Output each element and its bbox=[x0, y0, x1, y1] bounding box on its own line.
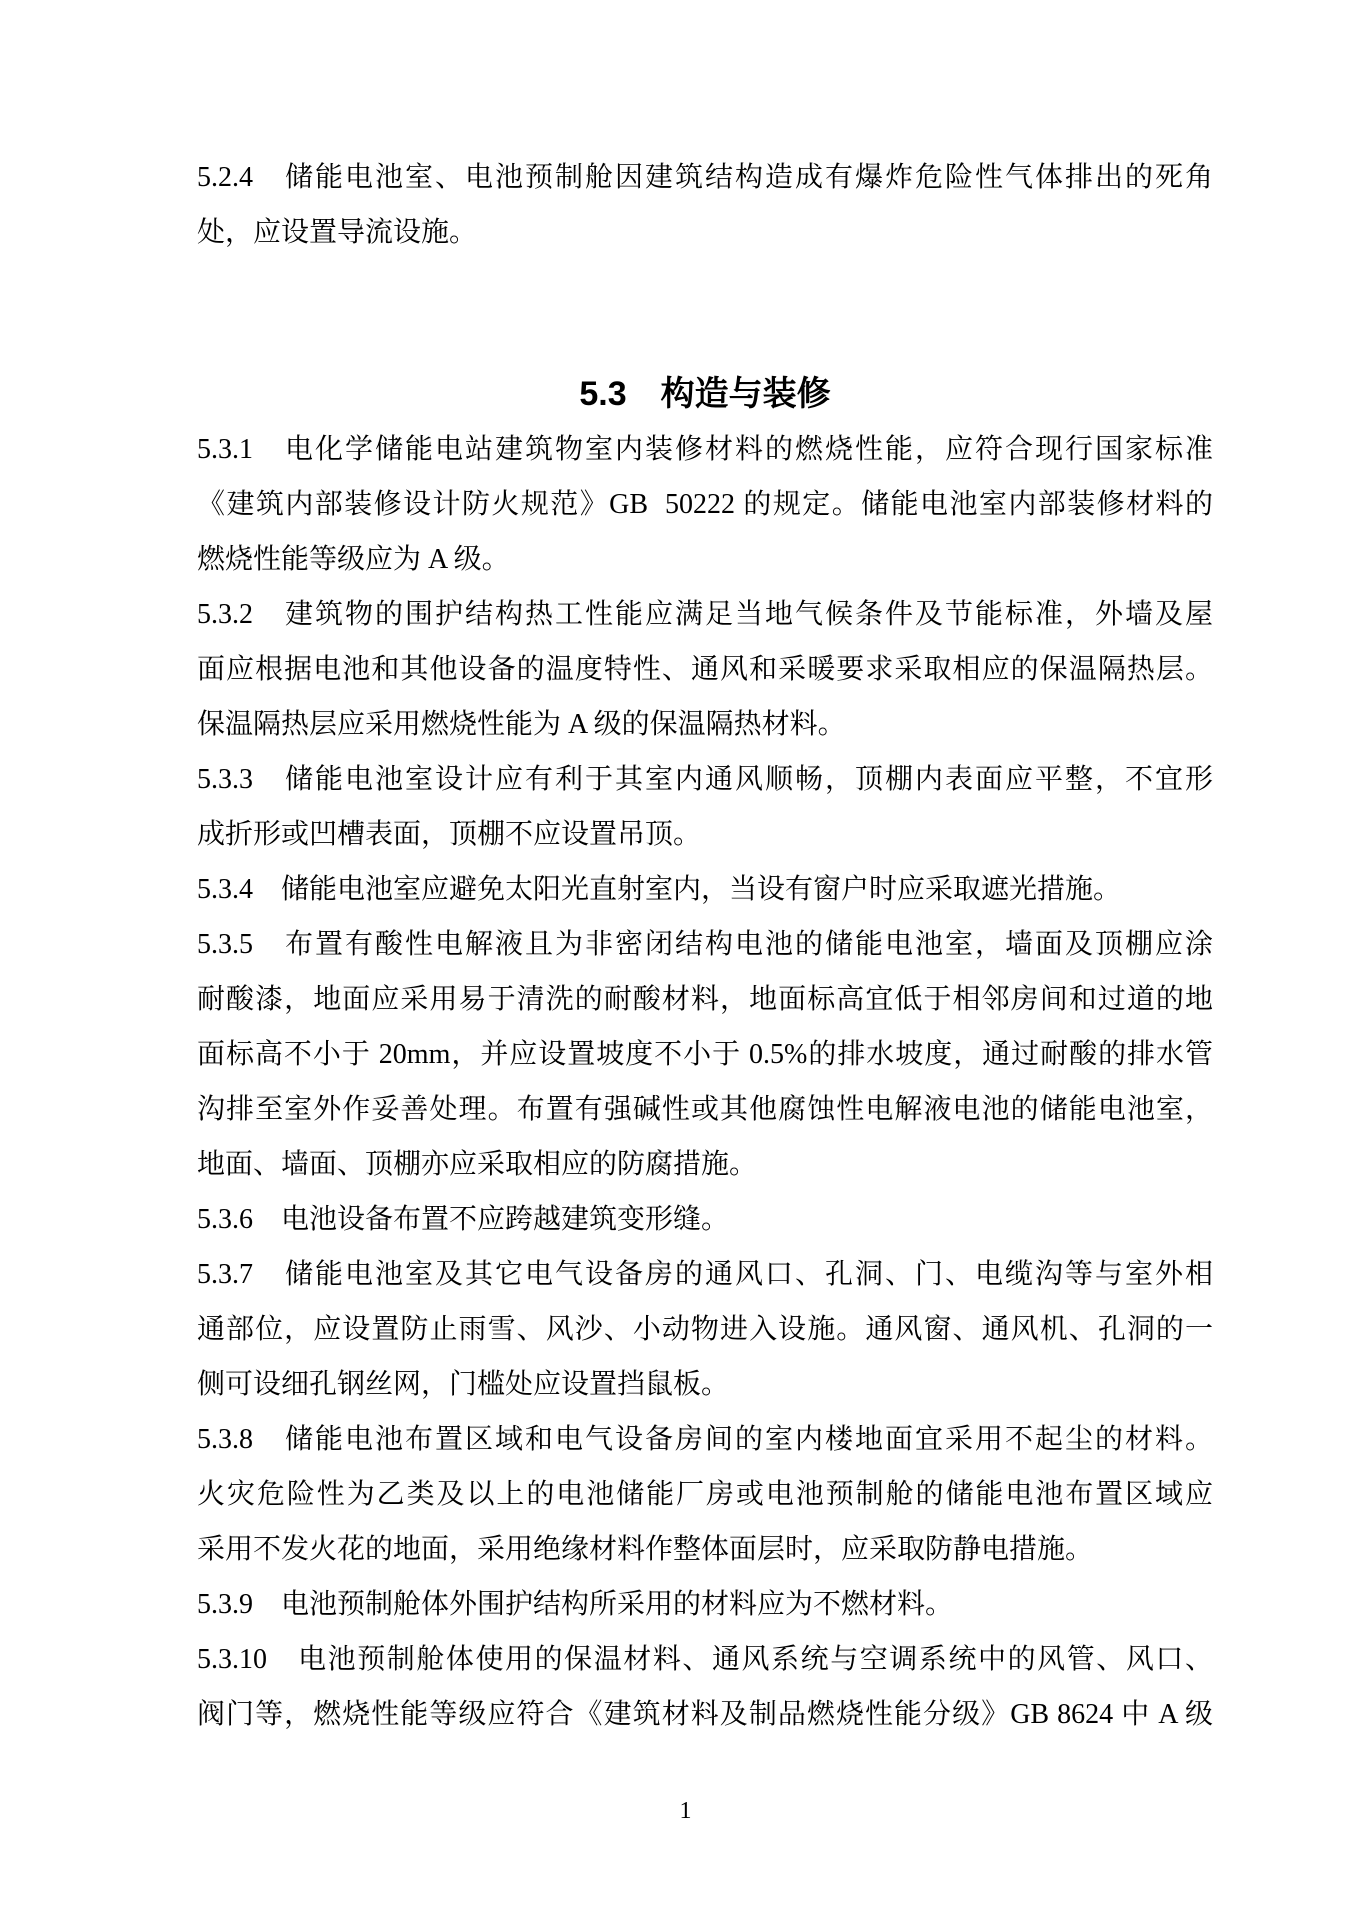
text-line: 阀门等，燃烧性能等级应符合《建筑材料及制品燃烧性能分级》GB 8624 中 A 级 bbox=[197, 1699, 1213, 1730]
text-line: 采用不发火花的地面，采用绝缘材料作整体面层时，应采取防静电措施。 bbox=[197, 1534, 1094, 1565]
text-line: 燃烧性能等级应为 A 级。 bbox=[197, 544, 510, 575]
text-line: 地面、墙面、顶棚亦应采取相应的防腐措施。 bbox=[197, 1149, 758, 1180]
text-line: 5.3.6 电池设备布置不应跨越建筑变形缝。 bbox=[197, 1204, 730, 1235]
clause-5-3-3 bbox=[197, 752, 1213, 862]
text-line: 5.3.9 电池预制舱体外围护结构所采用的材料应为不燃材料。 bbox=[197, 1589, 954, 1620]
text-line: 面标高不小于 20mm，并应设置坡度不小于 0.5%的排水坡度，通过耐酸的排水管 bbox=[197, 1039, 1213, 1070]
clause-5-3-8 bbox=[197, 1412, 1213, 1577]
text-line: 5.3.3 储能电池室设计应有利于其室内通风顺畅，顶棚内表面应平整，不宜形 bbox=[197, 764, 1213, 795]
text-line: 5.3.8 储能电池布置区域和电气设备房间的室内楼地面宜采用不起尘的材料。 bbox=[197, 1424, 1213, 1455]
document-body bbox=[197, 150, 1213, 1742]
text-line: 5.2.4 储能电池室、电池预制舱因建筑结构造成有爆炸危险性气体排出的死角 bbox=[197, 162, 1213, 193]
text-line: 5.3.1 电化学储能电站建筑物室内装修材料的燃烧性能，应符合现行国家标准 bbox=[197, 434, 1213, 465]
clause-5-3-1 bbox=[197, 422, 1213, 587]
clause-5-2-4 bbox=[197, 150, 1213, 260]
text-line: 通部位，应设置防止雨雪、风沙、小动物进入设施。通风窗、通风机、孔洞的一 bbox=[197, 1314, 1213, 1345]
text-line: 保温隔热层应采用燃烧性能为 A 级的保温隔热材料。 bbox=[197, 709, 846, 740]
text-line: 《建筑内部装修设计防火规范》GB 50222 的规定。储能电池室内部装修材料的 bbox=[197, 489, 1213, 520]
text-line: 侧可设细孔钢丝网，门槛处应设置挡鼠板。 bbox=[197, 1369, 730, 1400]
clause-5-3-10 bbox=[197, 1632, 1213, 1742]
text-line: 5.3.4 储能电池室应避免太阳光直射室内，当设有窗户时应采取遮光措施。 bbox=[197, 874, 1122, 905]
text-line: 5.3.2 建筑物的围护结构热工性能应满足当地气候条件及节能标准，外墙及屋 bbox=[197, 599, 1213, 630]
text-line: 5.3.7 储能电池室及其它电气设备房的通风口、孔洞、门、电缆沟等与室外相 bbox=[197, 1259, 1213, 1290]
text-line: 5.3.10 电池预制舱体使用的保温材料、通风系统与空调系统中的风管、风口、 bbox=[197, 1644, 1213, 1675]
page-number: 1 bbox=[679, 1798, 692, 1824]
clause-5-3-7 bbox=[197, 1247, 1213, 1412]
clause-5-3-9 bbox=[197, 1577, 1213, 1632]
text-line: 5.3.5 布置有酸性电解液且为非密闭结构电池的储能电池室，墙面及顶棚应涂 bbox=[197, 929, 1213, 960]
clause-5-3-2 bbox=[197, 587, 1213, 752]
text-line: 成折形或凹槽表面，顶棚不应设置吊顶。 bbox=[197, 819, 702, 850]
text-line: 处，应设置导流设施。 bbox=[197, 217, 478, 248]
text-line: 面应根据电池和其他设备的温度特性、通风和采暖要求采取相应的保温隔热层。 bbox=[197, 654, 1213, 685]
text-line: 耐酸漆，地面应采用易于清洗的耐酸材料，地面标高宜低于相邻房间和过道的地 bbox=[197, 984, 1213, 1015]
clause-5-3-5 bbox=[197, 917, 1213, 1192]
text-line: 火灾危险性为乙类及以上的电池储能厂房或电池预制舱的储能电池布置区域应 bbox=[197, 1479, 1213, 1510]
clause-5-3-6 bbox=[197, 1192, 1213, 1247]
text-line: 沟排至室外作妥善处理。布置有强碱性或其他腐蚀性电解液电池的储能电池室， bbox=[197, 1094, 1213, 1125]
clause-5-3-4 bbox=[197, 862, 1213, 917]
section-heading-5-3: 5.3 构造与装修 bbox=[579, 375, 831, 413]
